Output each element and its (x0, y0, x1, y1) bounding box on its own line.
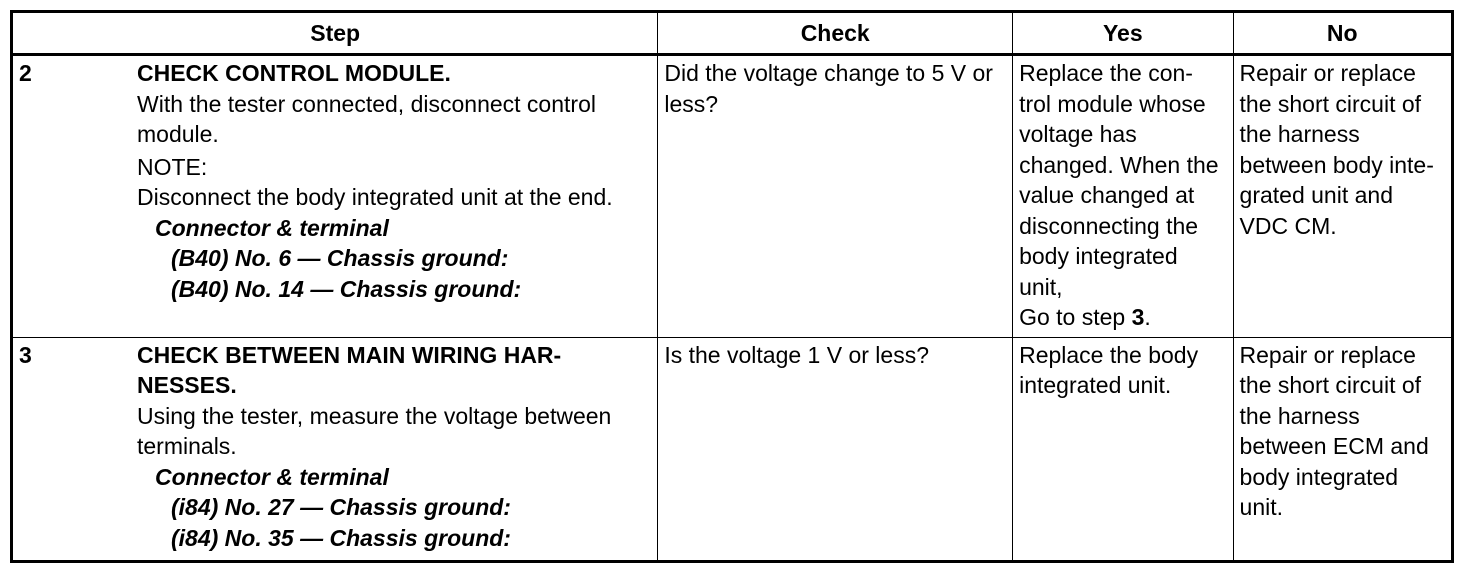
terminal-spec: (B40) No. 14 — Chassis ground: (171, 275, 522, 302)
step-number: 2 (19, 60, 32, 86)
terminal-spec: (i84) No. 35 — Chassis ground: (171, 524, 511, 551)
connector-terminal-label: Connector & terminal (155, 463, 389, 490)
yes-text: Replace the body integrated unit. (1019, 341, 1199, 398)
step-cell (12, 55, 658, 338)
check-text: Is the voltage 1 V or less? (664, 341, 929, 368)
terminal-spec: (B40) No. 6 — Chassis ground: (171, 245, 509, 271)
goto-suffix: . (1144, 304, 1151, 330)
note-label: NOTE: (137, 153, 208, 180)
step-body (137, 338, 657, 554)
header-yes: Yes (1013, 12, 1233, 55)
step-title: CHECK BETWEEN MAIN WIRING HAR- NESSES. (137, 341, 562, 398)
note-text: Disconnect the body integrated unit at the end. (137, 184, 613, 210)
step-title: CHECK CONTROL MODULE. (137, 60, 451, 86)
yes-cell (1013, 337, 1233, 561)
step-body (137, 56, 657, 304)
check-cell (658, 337, 1013, 561)
header-step: Step (12, 12, 658, 55)
goto-step-number: 3 (1131, 304, 1145, 330)
table-header-row (12, 12, 1453, 55)
step-number: 3 (19, 341, 32, 368)
no-cell (1233, 55, 1452, 338)
check-text: Did the voltage change to 5 V or less? (664, 60, 993, 117)
yes-action: Replace the con- trol module whose voltage has changed. When the value changed at disconnecting the body integrated unit, (1019, 60, 1219, 300)
table-row (12, 337, 1453, 561)
check-cell (658, 55, 1013, 338)
no-cell (1233, 337, 1452, 561)
terminal-spec: (i84) No. 27 — Chassis ground: (171, 494, 511, 520)
step-instruction: Using the tester, measure the voltage between terminals. (137, 402, 612, 459)
table-row (12, 55, 1453, 338)
header-check: Check (658, 12, 1013, 55)
diagnostic-step-table (10, 10, 1454, 563)
no-text: Repair or replace the short circuit of the harness between ECM and body integrated unit. (1239, 341, 1429, 520)
no-text: Repair or replace the short circuit of the harness between body inte- grated unit and VDC CM. (1239, 60, 1434, 239)
yes-cell (1013, 55, 1233, 338)
goto-prefix: Go to step (1019, 304, 1132, 330)
yes-text (1013, 56, 1232, 337)
connector-terminal-label: Connector & terminal (155, 214, 389, 241)
header-no: No (1233, 12, 1452, 55)
step-instruction: With the tester connected, disconnect control module. (137, 90, 596, 147)
step-cell (12, 337, 658, 561)
